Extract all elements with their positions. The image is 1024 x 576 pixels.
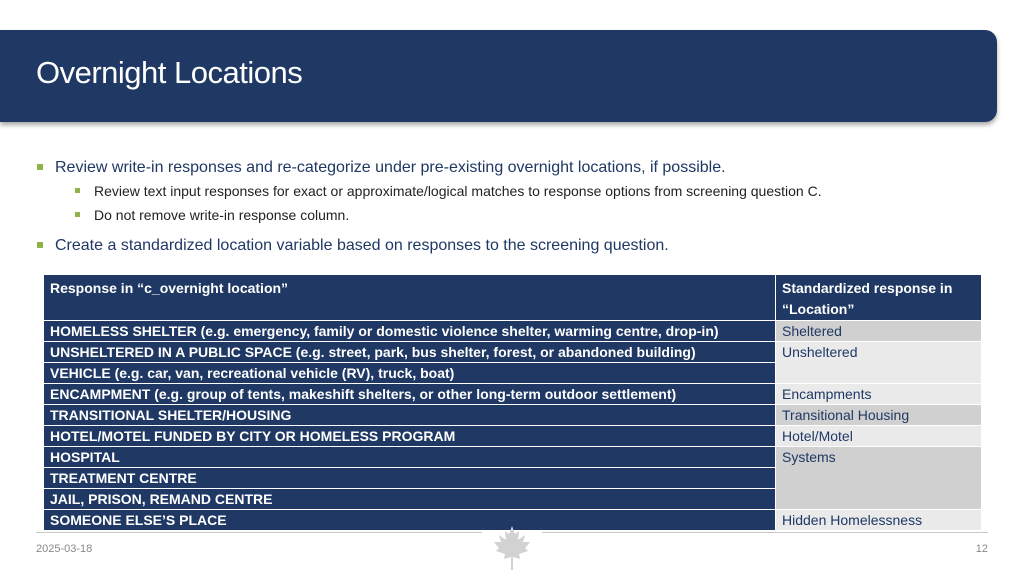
bullet-square-icon [75,212,80,217]
slide-title: Overnight Locations [36,55,303,90]
category-cell: Encampments [776,384,982,405]
category-cell: Hotel/Motel [776,426,982,447]
bullet-text: Create a standardized location variable based on responses to the screening question. [55,237,669,254]
bullet-list [36,157,996,257]
bullet-square-icon [37,242,43,248]
sub-bullet-item [36,203,996,227]
footer-divider [36,532,482,533]
sub-bullet-text: Review text input responses for exact or approximate/logical matches to response options from screening question C. [94,183,822,199]
table-row [44,447,982,468]
table-header-row [44,275,982,321]
header-standardized: Standardized response in “Location” [776,275,982,321]
table-row [44,384,982,405]
category-cell: Transitional Housing [776,405,982,426]
response-cell: VEHICLE (e.g. car, van, recreational vehicle (RV), truck, boat) [44,363,776,384]
response-cell: HOMELESS SHELTER (e.g. emergency, family or domestic violence shelter, warming centre, drop-in) [44,321,776,342]
response-cell: HOTEL/MOTEL FUNDED BY CITY OR HOMELESS PROGRAM [44,426,776,447]
response-cell: TRANSITIONAL SHELTER/HOUSING [44,405,776,426]
response-cell: ENCAMPMENT (e.g. group of tents, makeshift shelters, or other long-term outdoor settlement) [44,384,776,405]
bullet-text: Review write-in responses and re-categorize under pre-existing overnight locations, if possible. [55,159,726,176]
table-row [44,405,982,426]
table-row [44,342,982,363]
category-cell: Unsheltered [776,342,982,384]
response-cell: TREATMENT CENTRE [44,468,776,489]
bullet-item [36,235,996,257]
response-cell: HOSPITAL [44,447,776,468]
category-cell: Hidden Homelessness [776,510,982,531]
response-cell: JAIL, PRISON, REMAND CENTRE [44,489,776,510]
sub-bullet-text: Do not remove write-in response column. [94,207,350,223]
bullet-square-icon [75,188,80,193]
sub-bullet-item [36,179,996,203]
response-cell: UNSHELTERED IN A PUBLIC SPACE (e.g. street, park, bus shelter, forest, or abandoned building) [44,342,776,363]
table-row [44,426,982,447]
category-cell: Systems [776,447,982,510]
page-number: 12 [975,543,988,555]
bullet-item [36,157,996,179]
location-mapping-table [43,274,982,531]
header-response: Response in “c_overnight location” [44,275,776,321]
table-row [44,321,982,342]
maple-leaf-icon [488,524,536,572]
bullet-square-icon [37,164,43,170]
footer-date: 2025-03-18 [36,543,93,555]
response-cell: SOMEONE ELSE’S PLACE [44,510,776,531]
category-cell: Sheltered [776,321,982,342]
footer-divider [542,532,988,533]
